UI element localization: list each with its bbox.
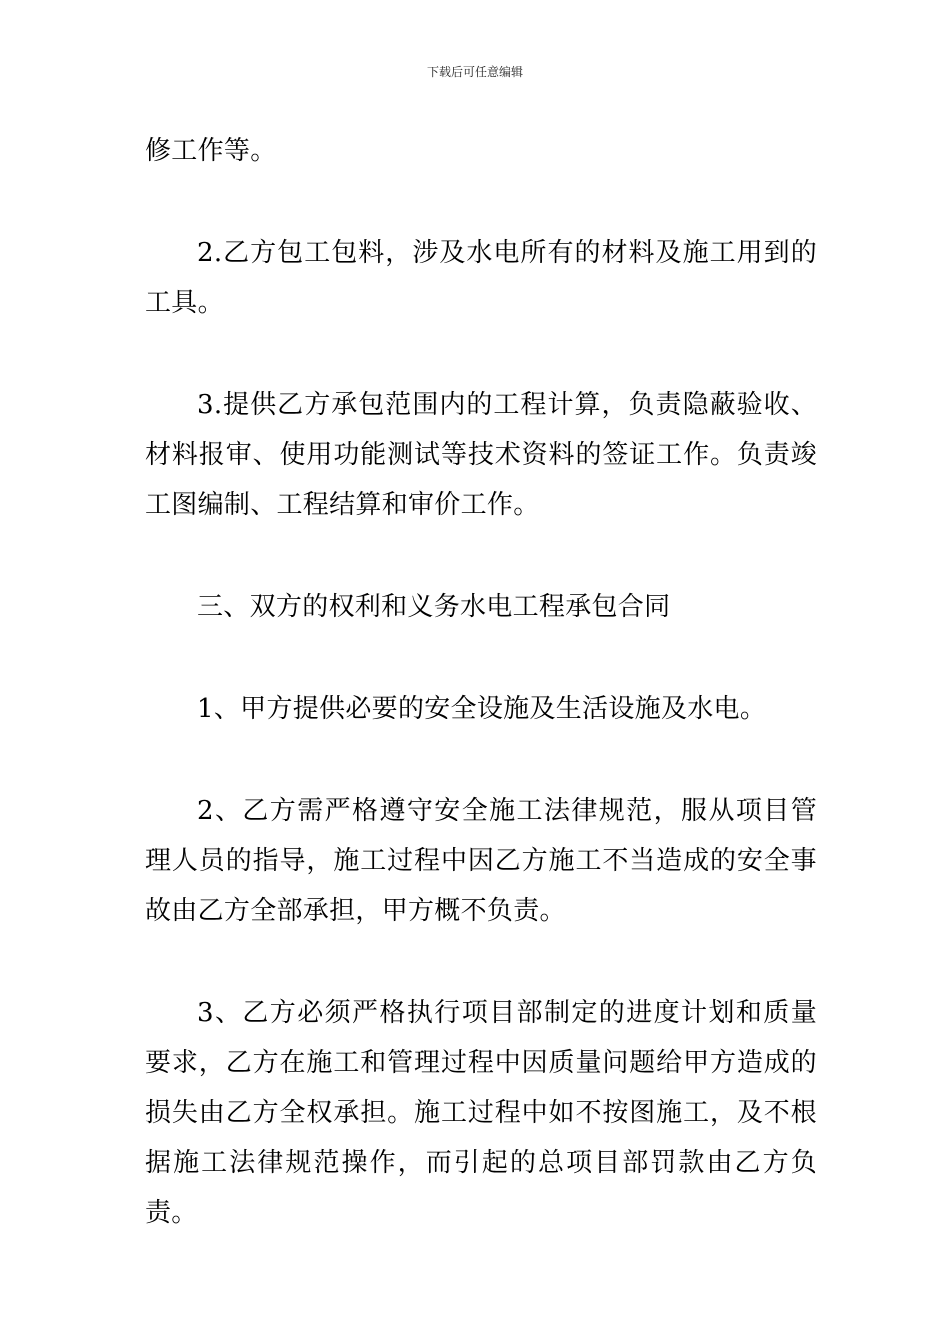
paragraph-clause-1: 1、甲方提供必要的安全设施及生活设施及水电。 [197,694,767,724]
section-heading-rights-obligations: 三、双方的权利和义务水电工程承包合同 [197,592,671,622]
paragraph-item-3: 3.提供乙方承包范围内的工程计算，负责隐蔽验收、材料报审、使用功能测试等技术资料的签证工作。负责竣工图编制、工程结算和审价工作。 [145,390,817,520]
paragraph-item-2: 2.乙方包工包料，涉及水电所有的材料及施工用到的工具。 [145,238,817,318]
page-header: 下载后可任意编辑 [426,65,523,79]
paragraph-continuation: 修工作等。 [145,136,277,166]
paragraph-clause-3: 3、乙方必须严格执行项目部制定的进度计划和质量要求，乙方在施工和管理过程中因质量问题给甲方造成的损失由乙方全权承担。施工过程中如不按图施工，及不根据施工法律规范操作，而引起的总项目部罚款由乙方负责。 [145,998,817,1228]
paragraph-clause-2: 2、乙方需严格遵守安全施工法律规范，服从项目管理人员的指导，施工过程中因乙方施工不当造成的安全事故由乙方全部承担，甲方概不负责。 [145,796,817,926]
document-body [145,126,817,1290]
